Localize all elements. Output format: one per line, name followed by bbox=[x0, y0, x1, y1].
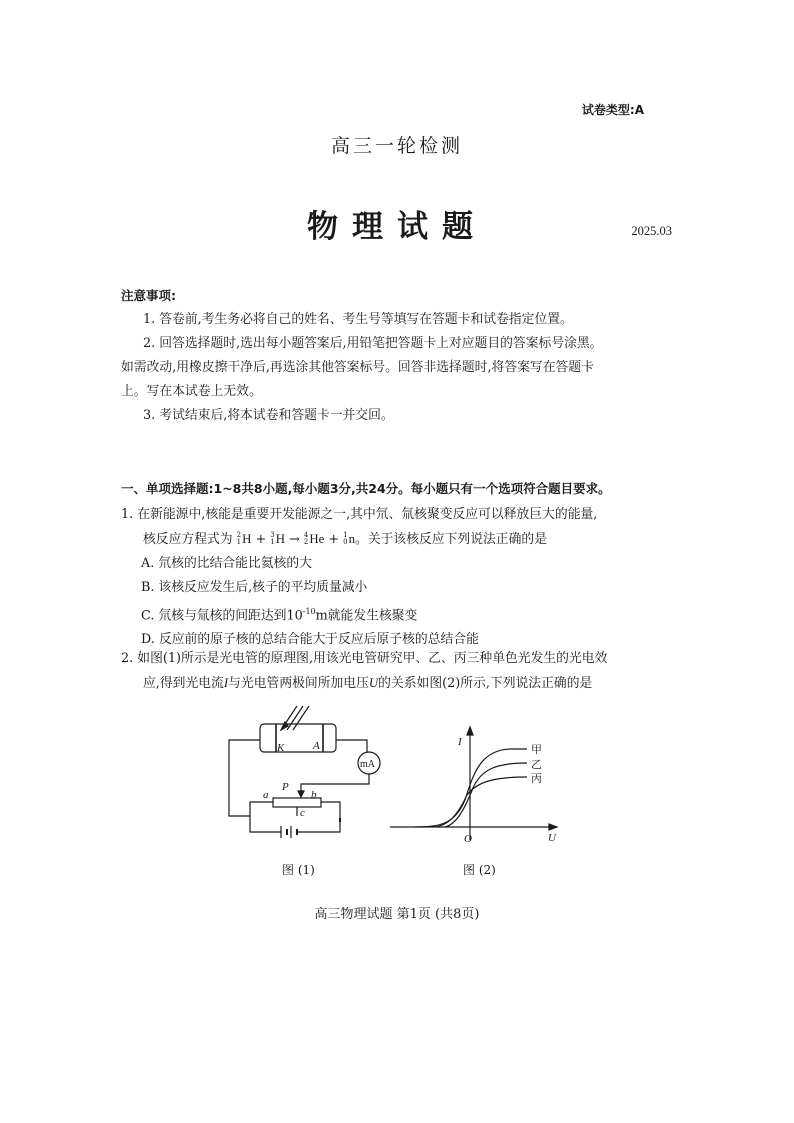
curve-jia bbox=[415, 749, 527, 827]
figures-diagram bbox=[215, 700, 575, 850]
q2-line-2-c: 的关系如图(2)所示,下列说法正确的是 bbox=[378, 676, 593, 691]
exam-date: 2025.03 bbox=[631, 224, 672, 238]
neutron-charge: 0 bbox=[343, 537, 348, 546]
label-a: a bbox=[263, 789, 269, 801]
label-yi: 乙 bbox=[531, 759, 542, 771]
q2-line-1: 2. 如图(1)所示是光电管的原理图,用该光电管研究甲、乙、丙三种单色光发生的光电效 bbox=[121, 651, 608, 666]
he4-nuclide bbox=[304, 532, 308, 546]
label-jia: 甲 bbox=[531, 744, 542, 756]
q2-line-2-b: 与光电管两极间所加电压 bbox=[228, 676, 369, 691]
q1-line-1: 1. 在新能源中,核能是重要开发能源之一,其中氘、氚核聚变反应可以释放巨大的能量, bbox=[121, 507, 598, 522]
slider-contact-p bbox=[298, 791, 304, 797]
q1-option-a: A. 氘核的比结合能比氦核的大 bbox=[141, 556, 312, 571]
notes-item-3: 3. 考试结束后,将本试卷和答题卡一并交回。 bbox=[143, 408, 394, 423]
notes-item-1: 1. 答卷前,考生务必将自己的姓名、考生号等填写在答题卡和试卷指定位置。 bbox=[143, 312, 573, 327]
notes-item-2-line-1: 2. 回答选择题时,选出每小题答案后,用铅笔把答题卡上对应题目的答案标号涂黑。 bbox=[143, 336, 603, 351]
notes-heading: 注意事项: bbox=[121, 288, 176, 303]
figure-2-caption: 图 (2) bbox=[463, 863, 496, 877]
plus-sign-1: + bbox=[255, 532, 267, 547]
he4-symbol: He bbox=[309, 532, 325, 546]
label-ma: mA bbox=[360, 759, 375, 770]
label-p: P bbox=[282, 781, 289, 793]
section-heading-single-choice: 一、单项选择题:1~8共8小题,每小题3分,共24分。每小题只有一个选项符合题目要求。 bbox=[121, 481, 611, 496]
neutron-symbol: n bbox=[348, 532, 356, 546]
phototube bbox=[260, 724, 336, 752]
q2-symbol-u: U bbox=[368, 676, 379, 690]
h2-mass: 2 bbox=[236, 530, 242, 539]
notes-item-2-line-3: 上。写在本试卷上无效。 bbox=[121, 384, 262, 399]
q1-option-c-prefix: C. 氘核与氚核的间距达到10 bbox=[141, 608, 303, 624]
exam-subtitle: 高三一轮检测 bbox=[330, 135, 463, 157]
h2-charge: 1 bbox=[236, 537, 242, 546]
he4-mass: 4 bbox=[303, 530, 309, 539]
exam-title: 物理试题 bbox=[307, 209, 487, 245]
h3-mass: 3 bbox=[270, 530, 275, 539]
question-1 bbox=[121, 503, 661, 652]
u-axis-arrow bbox=[549, 824, 557, 830]
q2-symbol-i: I bbox=[223, 676, 229, 690]
figure-1-caption: 图 (1) bbox=[282, 863, 315, 877]
q1-line-2 bbox=[121, 527, 661, 552]
h3-symbol: H bbox=[275, 532, 285, 546]
reaction-arrow: → bbox=[289, 532, 300, 547]
q1-option-d: D. 反应前的原子核的总结合能大于反应后原子核的总结合能 bbox=[141, 632, 479, 648]
plus-sign-2: + bbox=[328, 532, 340, 547]
neutron-mass: 1 bbox=[343, 530, 348, 539]
label-origin: O bbox=[464, 833, 472, 845]
question-2 bbox=[121, 647, 661, 696]
curve-bing bbox=[435, 777, 527, 827]
page-footer: 高三物理试题 第1页 (共8页) bbox=[314, 907, 480, 922]
wire-right-top bbox=[336, 740, 367, 752]
q2-line-2-a: 应,得到光电流 bbox=[143, 676, 224, 691]
h2-nuclide bbox=[237, 532, 241, 546]
curve-yi bbox=[445, 763, 527, 827]
h2-symbol: H bbox=[242, 532, 252, 546]
label-a-anode: A bbox=[313, 740, 320, 752]
q1-option-c-suffix: m就能发生核聚变 bbox=[315, 608, 418, 624]
neutron-nuclide bbox=[343, 532, 347, 546]
q1-equation-prefix: 核反应方程式为 bbox=[143, 532, 233, 547]
i-axis-arrow bbox=[467, 727, 473, 735]
label-k: K bbox=[277, 742, 285, 754]
q1-equation-suffix: 。关于该核反应下列说法正确的是 bbox=[355, 532, 547, 547]
label-b: b bbox=[311, 789, 317, 801]
wire-left bbox=[229, 740, 260, 816]
he4-charge: 2 bbox=[303, 537, 309, 546]
q1-option-c bbox=[121, 600, 661, 628]
label-c: c bbox=[300, 807, 305, 819]
paper-type-label: 试卷类型:A bbox=[581, 103, 644, 117]
h3-nuclide bbox=[270, 532, 274, 546]
label-i-axis: I bbox=[458, 736, 462, 748]
h3-charge: 1 bbox=[270, 537, 275, 546]
label-u-axis: U bbox=[548, 832, 556, 844]
notes-item-2-line-2: 如需改动,用橡皮擦干净后,再选涂其他答案标号。回答非选择题时,将答案写在答题卡 bbox=[121, 360, 594, 375]
q1-option-c-exponent: -10 bbox=[302, 607, 316, 616]
q1-option-b: B. 该核反应发生后,核子的平均质量减小 bbox=[141, 580, 368, 595]
label-bing: 丙 bbox=[531, 773, 542, 785]
notes-section bbox=[121, 284, 651, 428]
ray-arrowhead bbox=[281, 722, 288, 730]
q2-line-2 bbox=[121, 671, 661, 696]
